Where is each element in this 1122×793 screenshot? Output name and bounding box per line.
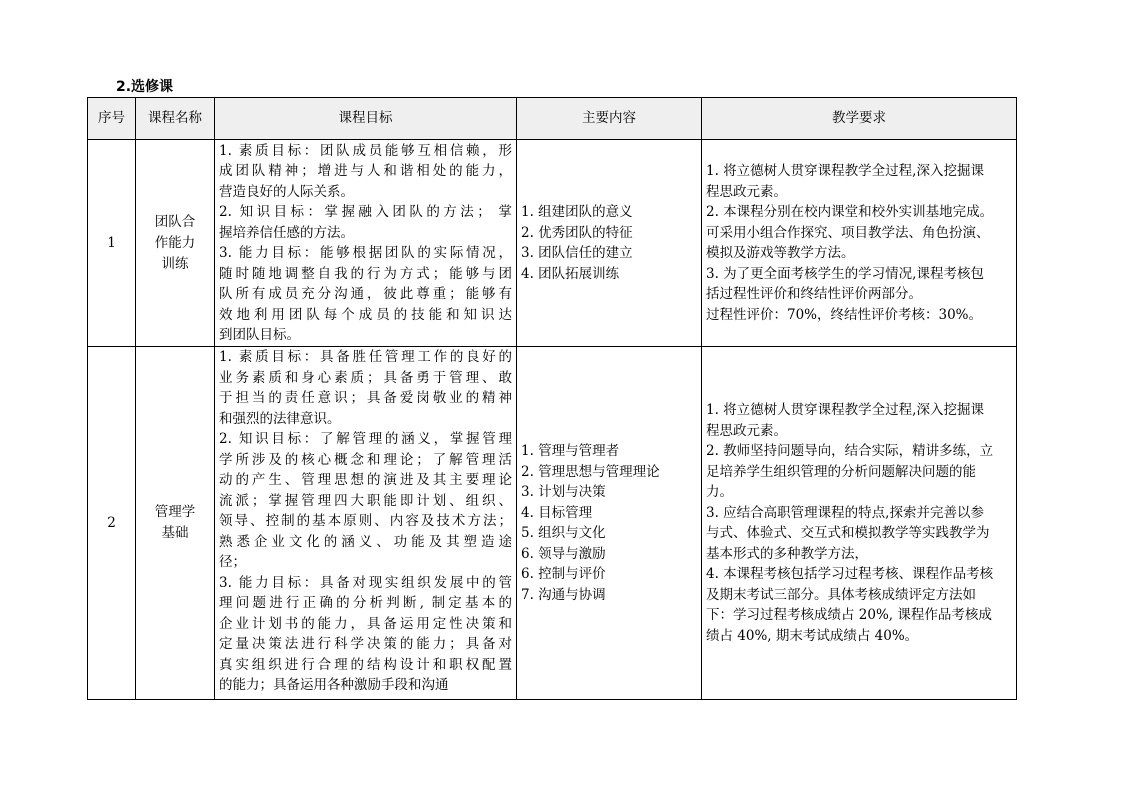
- course-goal-line: 2. 知识目标：掌握融入团队的方法； 掌: [219, 204, 512, 220]
- main-content-cell: [517, 347, 702, 700]
- main-content-item: 1. 管理与管理者: [521, 443, 620, 459]
- teaching-requirement-line: 3. 为了更全面考核学生的学习情况,课程考核包: [706, 265, 984, 282]
- teaching-requirement-line: 2. 本课程分别在校内课堂和校外实训基地完成。: [706, 204, 994, 220]
- course-goal-line: 的能力；具备运用各种激励手段和沟通: [219, 677, 449, 693]
- teaching-requirement-line: 及期末考试三部分。具体考核成绩评定方法如: [706, 586, 976, 603]
- course-goal-line: 2. 知识目标：了解管理的涵义，掌握管理: [219, 431, 512, 447]
- main-content-item: 2. 管理思想与管理理论: [521, 463, 660, 480]
- course-goal-line: 握培养信任感的方法。: [219, 224, 354, 241]
- course-goal-line: 到团队目标。: [219, 327, 300, 343]
- course-goal-line: 径；: [219, 554, 246, 570]
- main-content-item: 3. 团队信任的建立: [521, 245, 633, 261]
- course-goal-line: 随时随地调整自我的行为方式；能够与团: [219, 265, 512, 282]
- teaching-requirement-line: 括过程性评价和终结性评价两部分。: [706, 286, 922, 302]
- course-goal-line: 营造良好的人际关系。: [219, 183, 354, 200]
- teaching-requirement-cell: [702, 140, 1017, 347]
- teaching-requirement-line: 3. 应结合高职管理课程的特点,探索并完善以参: [706, 504, 984, 521]
- main-content-item: 7. 沟通与协调: [521, 586, 606, 603]
- course-goal-line: 成团队精神；增进与人和谐相处的能力，: [219, 163, 512, 179]
- course-name: 管理学基础: [154, 504, 196, 541]
- teaching-requirement-line: 与式、体验式、交互式和模拟教学等实践教学为: [706, 525, 990, 541]
- main-content-item: 6. 控制与评价: [521, 566, 606, 582]
- teaching-requirement-line: 2. 教师坚持问题导向，结合实际，精讲多练，立: [706, 443, 994, 459]
- teaching-requirement-line: 可采用小组合作探究、项目教学法、角色扮演、: [706, 224, 990, 241]
- course-goal-line: 企业计划书的能力，具备运用定性决策和: [219, 615, 512, 632]
- teaching-requirement-line: 力。: [706, 484, 733, 500]
- course-goal-cell: [215, 347, 517, 700]
- teaching-requirement-line: 模拟及游戏等教学方法。: [706, 245, 855, 261]
- course-goal-line: 效地利用团队每个成员的技能和知识达: [219, 306, 512, 323]
- course-goal-line: 熟悉企业文化的涵义、功能及其塑造途: [219, 533, 512, 550]
- teaching-requirement-cell: [702, 347, 1017, 700]
- course-name-cell: [136, 140, 215, 347]
- teaching-requirement-line: 程思政元素。: [706, 183, 787, 200]
- main-content-item: 3. 计划与决策: [521, 484, 606, 500]
- header-course-name: 课程名称: [136, 98, 215, 140]
- table-row: [88, 347, 1017, 700]
- header-course-goal: 课程目标: [215, 98, 517, 140]
- course-name: 团队合作能力训练: [154, 213, 196, 272]
- course-goal-line: 定量决策法进行科学决策的能力；具备对: [219, 636, 512, 652]
- course-goal-line: 真实组织进行合理的结构设计和职权配置: [219, 656, 512, 673]
- main-content-item: 4. 目标管理: [521, 504, 593, 521]
- header-main-content: 主要内容: [517, 98, 702, 140]
- teaching-requirement-line: 1. 将立德树人贯穿课程教学全过程,深入挖掘课: [706, 402, 984, 418]
- row-number: 1: [88, 140, 136, 347]
- course-goal-line: 学所涉及的核心概念和理论；了解管理活: [219, 451, 512, 468]
- course-name-cell: [136, 347, 215, 700]
- course-goal-line: 流派；掌握管理四大职能即计划、组织、: [219, 492, 512, 509]
- header-no: 序号: [88, 98, 136, 140]
- course-goal-line: 3. 能力目标：能够根据团队的实际情况，: [219, 245, 512, 261]
- table-row: [88, 140, 1017, 347]
- main-content-cell: [517, 140, 702, 347]
- course-goal-line: 1. 素质目标：团队成员能够互相信赖，形: [219, 142, 512, 159]
- teaching-requirement-line: 绩占 40%, 期末考试成绩占 40%。: [706, 627, 919, 644]
- teaching-requirement-line: 过程性评价：70%，终结性评价考核：30%。: [706, 306, 983, 323]
- course-goal-line: 3. 能力目标：具备对现实组织发展中的管: [219, 574, 512, 591]
- main-content-item: 4. 团队拓展训练: [521, 265, 620, 282]
- course-goal-line: 业务素质和身心素质；具备勇于管理、敢: [219, 369, 512, 386]
- course-goal-line: 和强烈的法律意识。: [219, 410, 341, 427]
- teaching-requirement-line: 1. 将立德树人贯穿课程教学全过程,深入挖掘课: [706, 163, 984, 179]
- main-content-item: 5. 组织与文化: [521, 525, 606, 541]
- teaching-requirement-line: 下：学习过程考核成绩占 20%, 课程作品考核成: [706, 607, 992, 623]
- teaching-requirement-line: 4. 本课程考核包括学习过程考核、课程作品考核: [706, 566, 994, 582]
- course-goal-line: 动的产生、管理思想的演进及其主要理论: [219, 472, 512, 488]
- section-title: 2.选修课: [116, 79, 174, 95]
- course-goal-cell: [215, 140, 517, 347]
- main-content-item: 6. 领导与激励: [521, 545, 606, 562]
- main-content-item: 1. 组建团队的意义: [521, 204, 633, 220]
- teaching-requirement-line: 足培养学生组织管理的分析问题解决问题的能: [706, 463, 976, 480]
- main-content-item: 2. 优秀团队的特征: [521, 224, 633, 241]
- course-goal-line: 理问题进行正确的分析判断, 制定基本的: [219, 595, 512, 611]
- header-teaching-requirement: 教学要求: [702, 98, 1017, 140]
- course-goal-line: 领导、控制的基本原则、内容及技术方法；: [219, 513, 512, 529]
- elective-course-table: [87, 97, 1017, 700]
- teaching-requirement-line: 程思政元素。: [706, 422, 787, 439]
- course-goal-line: 于担当的责任意识；具备爱岗敬业的精神: [219, 390, 512, 406]
- table-header-row: [88, 98, 1017, 140]
- course-goal-line: 1. 素质目标：具备胜任管理工作的良好的: [219, 349, 512, 365]
- teaching-requirement-line: 基本形式的多种教学方法，: [706, 545, 868, 562]
- row-number: 2: [88, 347, 136, 700]
- course-goal-line: 队所有成员充分沟通，彼此尊重；能够有: [219, 286, 512, 302]
